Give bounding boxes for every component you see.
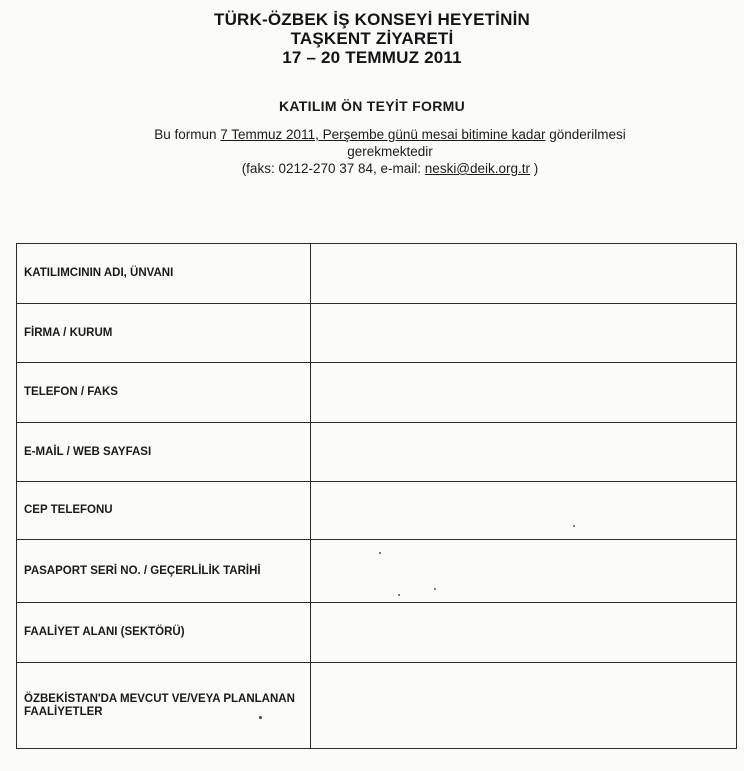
title-line-3: 17 – 20 TEMMUZ 2011 [282,48,462,67]
form-subtitle: KATILIM ÖN TEYİT FORMU [279,98,465,114]
form-row [17,663,737,749]
email-link[interactable]: neski@deik.org.tr [424,161,531,176]
form-row-label: TELEFON / FAKS [17,363,311,423]
form-row-label: PASAPORT SERİ NO. / GEÇERLİLİK TARİHİ [17,540,311,603]
form-row [17,482,737,540]
form-row-value-field[interactable] [311,363,737,423]
form-row-value-field[interactable] [311,603,737,663]
contact-suffix: ) [530,161,539,176]
form-row-value-field[interactable] [311,663,737,749]
scan-speck [379,552,381,554]
scan-speck [259,716,262,719]
title-line-1: TÜRK-ÖZBEK İŞ KONSEYİ HEYETİNİN [213,10,530,29]
form-row-label: KATILIMCININ ADI, ÜNVANI [17,244,311,304]
form-row-label: E-MAİL / WEB SAYFASI [17,423,311,482]
form-row-value-field[interactable] [311,304,737,363]
form-row-value-field[interactable] [311,540,737,603]
contact-prefix: (faks: 0212-270 37 84, e-mail: [241,161,425,176]
scan-speck [434,588,436,590]
form-row [17,540,737,603]
scan-speck [573,525,575,527]
form-row [17,603,737,663]
deadline-date: 7 Temmuz 2011, Perşembe günü mesai bitimine kadar [220,127,546,142]
notice-prefix: Bu formun [154,127,221,142]
form-row-label: ÖZBEKİSTAN'DA MEVCUT VE/VEYA PLANLANAN FAALİYETLER [17,663,311,749]
notice-suffix: gönderilmesi [545,127,626,142]
form-row-value-field[interactable] [311,244,737,304]
form-row [17,363,737,423]
scan-speck [398,594,400,596]
document-title [0,10,744,67]
form-row-label: CEP TELEFONU [17,482,311,540]
submission-notice [80,126,700,177]
form-row [17,423,737,482]
form-row-label: FİRMA / KURUM [17,304,311,363]
notice-line-2: gerekmektedir [347,144,433,159]
form-row-label: FAALİYET ALANI (SEKTÖRÜ) [17,603,311,663]
title-line-2: TAŞKENT ZİYARETİ [290,29,454,48]
registration-form-table [16,243,737,749]
form-row [17,244,737,304]
form-row-value-field[interactable] [311,423,737,482]
form-row [17,304,737,363]
form-row-value-field[interactable] [311,482,737,540]
